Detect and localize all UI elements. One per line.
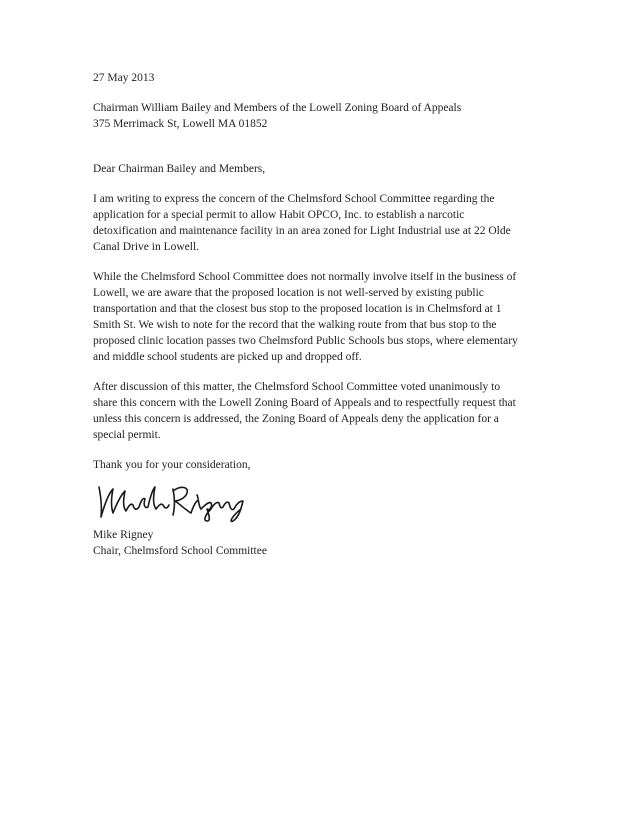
signer-title: Chair, Chelmsford School Committee: [93, 545, 267, 557]
paragraph-line: share this concern with the Lowell Zoning Board of Appeals and to respectfully request that: [93, 397, 516, 409]
paragraph-2: [93, 269, 553, 365]
recipient-address-line: 375 Merrimack St, Lowell MA 01852: [93, 118, 268, 130]
paragraph-line: Smith St. We wish to note for the record that the walking route from that bus stop to the: [93, 319, 497, 331]
letter-date: [93, 70, 553, 86]
paragraph-line: and middle school students are picked up and dropped off.: [93, 351, 362, 363]
paragraph-line: detoxification and maintenance facility in an area zoned for Light Industrial use at 22 Olde: [93, 225, 511, 237]
paragraph-line: Canal Drive in Lowell.: [93, 241, 200, 253]
recipient-block: [93, 100, 553, 132]
paragraph-1: [93, 191, 553, 255]
salutation: [93, 161, 553, 177]
recipient-line: Chairman William Bailey and Members of the Lowell Zoning Board of Appeals: [93, 102, 462, 114]
paragraph-line: transportation and that the closest bus stop to the proposed location is in Chelmsford at 1: [93, 303, 502, 315]
paragraph-line: application for a special permit to allow Habit OPCO, Inc. to establish a narcotic: [93, 209, 465, 221]
paragraph-line: proposed clinic location passes two Chelmsford Public Schools bus stops, where elementary: [93, 335, 518, 347]
closing: [93, 457, 553, 473]
paragraph-line: While the Chelmsford School Committee does not normally involve itself in the business of: [93, 271, 517, 283]
handwritten-signature: [93, 475, 253, 523]
paragraph-line: unless this concern is addressed, the Zoning Board of Appeals deny the application for a: [93, 413, 499, 425]
paragraph-line: Lowell, we are aware that the proposed location is not well-served by existing public: [93, 287, 484, 299]
paragraph-line: I am writing to express the concern of the Chelmsford School Committee regarding the: [93, 193, 495, 205]
signer-name: Mike Rigney: [93, 529, 154, 541]
paragraph-line: special permit.: [93, 429, 161, 441]
closing-text: Thank you for your consideration,: [93, 459, 251, 471]
paragraph-line: After discussion of this matter, the Chelmsford School Committee voted unanimously to: [93, 381, 501, 393]
paragraph-3: [93, 379, 553, 443]
date-text: 27 May 2013: [93, 72, 155, 84]
salutation-text: Dear Chairman Bailey and Members,: [93, 163, 266, 175]
signer-block: [93, 527, 553, 559]
letter-page: [93, 70, 553, 559]
